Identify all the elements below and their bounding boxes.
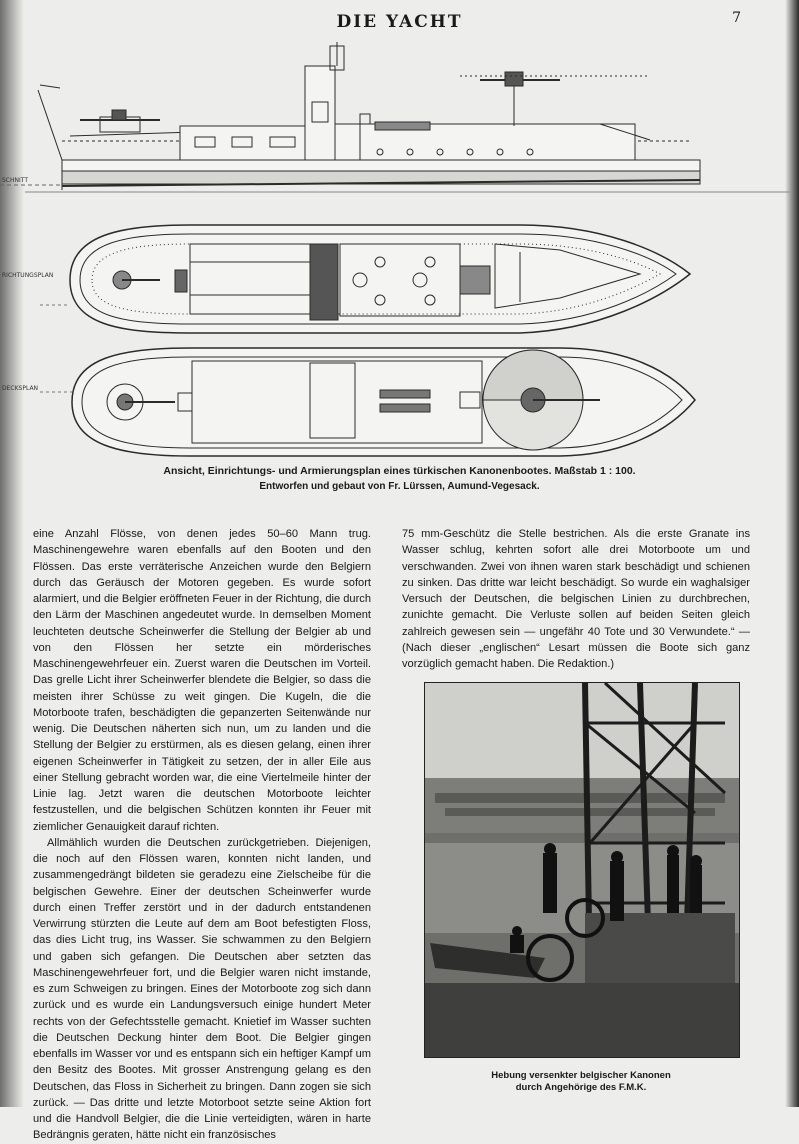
arrangement-plan — [40, 225, 690, 333]
side-elevation — [0, 42, 700, 190]
photo-caption — [424, 1070, 738, 1094]
deck-plan — [40, 348, 695, 456]
article-right-column — [402, 526, 750, 672]
photo-caption-line-2: durch Angehörige des F.M.K. — [515, 1082, 647, 1093]
article-paragraph: eine Anzahl Flösse, von denen jedes 50–60 Mann trug. Maschinengewehre waren ebenfalls auf den Booten und den Flössen. Das erste verräterische Anzeichen wurde den Belgiern durch das Geräusch der Motoren gegeben. Es wurde sofort alarmiert, und die Belgier eröffneten Feuer in der Richtung, die durch den Lärm der Maschinen angedeutet wurde. In demselben Moment leuchteten deutsche Scheinwerfer die Stellung der Belgier ab und von den Flössen her setzte ein mörderisches Maschinengewehrfeuer ein. Zuerst waren die Deutschen im Vorteil. Das grelle Licht ihrer Scheinwerfer blendete die Belgier, so dass die meisten ihrer Schüsse zu weit gingen. Die Kugeln, die die Motorboote trafen, beschädigten die gepanzerten Seitenwände nur wenig. Die Deutschen näherten sich nun, um zu landen und die Stellung der Belgier zu erstürmen, als es diesen gelang, einen ihrer eigenen Scheinwerfer in Tätigkeit zu setzen, der in aller Eile aus einer Stellung gebracht worden war, die eine Viertelmeile hinter der Linie lag. Jetzt waren die deutschen Motorboote leichter festzustellen, und die belgischen Schützen konnten ihr Feuer mit ziemlicher Genauigkeit darauf richten. — [33, 528, 371, 833]
running-header: DIE YACHT — [336, 12, 463, 32]
gunboat-technical-drawing — [0, 40, 799, 460]
figure-caption-title: Ansicht, Einrichtungs- und Armierungsplan eines türkischen Kanonenbootes. Maßstab 1 : 100. — [163, 465, 636, 477]
photo-caption-line-1: Hebung versenkter belgischer Kanonen — [491, 1070, 671, 1081]
article-left-column — [33, 526, 371, 1144]
page-number: 7 — [732, 10, 741, 26]
side-label-2: RICHTUNGSPLAN — [2, 272, 54, 279]
side-label-1: SCHNITT — [2, 177, 28, 184]
photo-raising-guns — [424, 682, 740, 1058]
article-paragraph: Allmählich wurden die Deutschen zurückgetrieben. Diejenigen, die noch auf den Flössen waren, konnten nicht landen, und zusammengedrängt bildeten sie geradezu eine Zielscheibe für die belgischen Gewehre. Einer der deutschen Scheinwerfer wurde durch einen Treffer zerstört und in der dadurch entstandenen Verwirrung stürzten die Leute auf dem am Boot befestigten Floss, das dies Licht trug, ins Wasser. Sie schwammen zu den Belgiern und gaben sich gefangen. Die Deutschen aber setzten das Maschinengewehrfeuer fort, und die Belgier waren nicht imstande, es zum Schweigen zu bringen. Eines der Motorboote zog sich dann zurück und es wurde ein Landungsversuch einige hundert Meter rechts von der Gefechtsstelle gemacht. Knietief im Wasser suchten die Deutschen Deckung hinter dem Boot. Die Belgier gingen ebenfalls im Wasser vor und es entspann sich ein heftiger Kampf um den Besitz des Bootes. Mit grosser Anstrengung gelang es den Deutschen, das Floss in Sicherheit zu bringen. Dann zogen sie sich zurück. — Das dritte und letzte Motorboot setzte seine Aktion fort und die Handvoll Belgier, die die Linie verteidigten, wären in harte Bedrängnis geraten, hätte nicht ein französisches — [33, 836, 371, 1142]
article-paragraph: 75 mm-Geschütz die Stelle bestrichen. Als die erste Granate ins Wasser schlug, kehrten sofort alle drei Motorboote um und verschwanden. Zwei von ihnen waren stark beschädigt und schienen zu sinken. Das dritte war leicht beschädigt. So wurde ein waghalsiger Versuch der Deutschen, die belgischen Linien zu durchbrechen, zunichte gemacht. Die Verluste sollen auf beiden Seiten gleich zahlreich gewesen sein — ungefähr 40 Tote und 30 Verwundete.“ — (Nach dieser „englischen“ Lesart müssen die Boote sich ganz vorzüglich gemacht haben. Die Redaktion.) — [402, 528, 750, 670]
figure-caption-credit: Entworfen und gebaut von Fr. Lürssen, Aumund-Vegesack. — [259, 481, 540, 492]
side-label-3: DECKSPLAN — [2, 385, 39, 392]
